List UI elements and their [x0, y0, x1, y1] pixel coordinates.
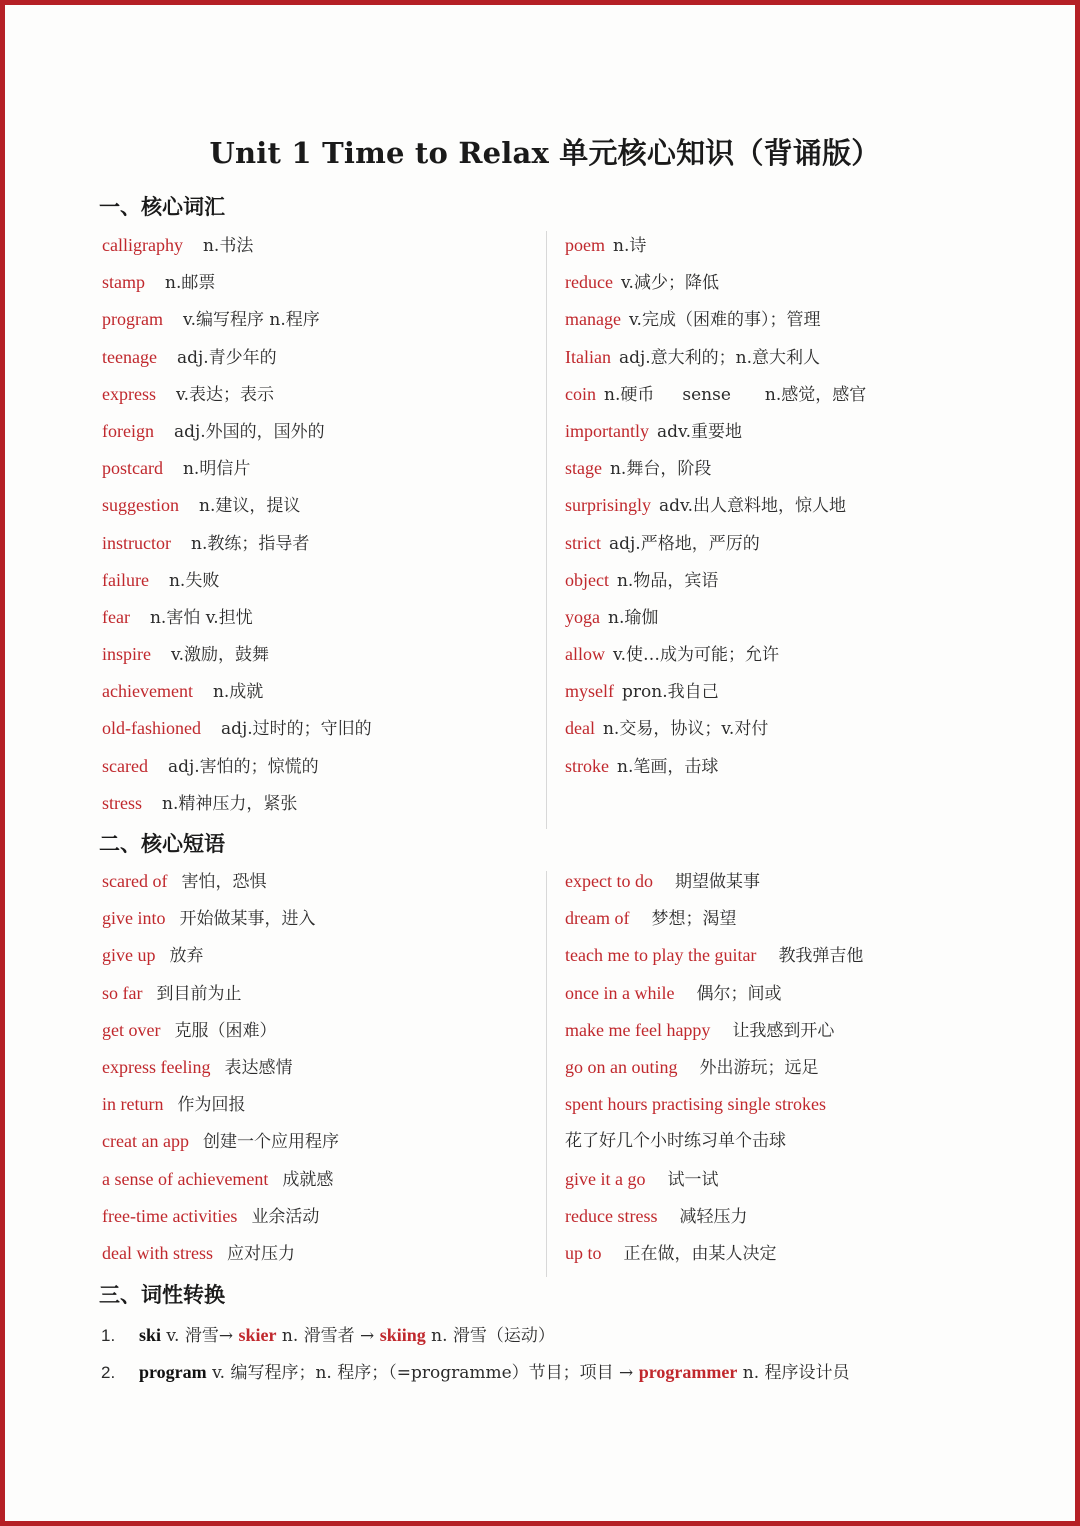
list-item	[102, 1086, 532, 1123]
list-item	[565, 900, 1025, 937]
english-term: object	[565, 569, 609, 590]
english-term: deal	[565, 718, 595, 739]
chinese-meaning: n.笔画，击球	[617, 756, 719, 777]
english-term: free-time activities	[102, 1205, 238, 1226]
chinese-meaning: 放弃	[169, 946, 204, 967]
list-item	[565, 1198, 1025, 1235]
vocab-right-column	[565, 227, 1025, 785]
english-term: get over	[102, 1019, 161, 1040]
list-item	[565, 562, 1025, 599]
chinese-meaning: v.表达；表示	[175, 384, 274, 405]
chinese-meaning: adj.意大利的；n.意大利人	[618, 347, 821, 368]
base-meaning: v. 编写程序；n. 程序；（=programme）节目；项目 →	[206, 1363, 639, 1383]
english-term: give it a go	[565, 1168, 646, 1189]
chinese-meaning: adj.害怕的；惊慌的	[167, 756, 319, 777]
chinese-meaning: 成就感	[282, 1169, 334, 1190]
list-item	[102, 376, 532, 413]
english-term: scared of	[102, 871, 168, 891]
chinese-meaning: v.完成（困难的事）；管理	[628, 310, 821, 331]
english-term: give up	[102, 945, 156, 966]
list-item	[565, 227, 1025, 264]
page-title: Unit 1 Time to Relax 单元核心知识（背诵版）	[209, 136, 881, 170]
chinese-meaning: n.舞台，阶段	[609, 459, 712, 480]
list-item	[565, 1086, 1025, 1123]
list-item	[565, 748, 1025, 785]
phrases-left-column	[102, 863, 532, 1272]
chinese-meaning: adj.外国的，国外的	[173, 421, 325, 442]
english-term: coin	[565, 383, 596, 404]
chinese-meaning: n.硬币	[604, 384, 655, 405]
column-divider	[546, 231, 547, 829]
english-term: failure	[102, 569, 149, 590]
chinese-meaning: 试一试	[667, 1169, 719, 1190]
english-term: give into	[102, 908, 166, 929]
chinese-meaning: v.激励，鼓舞	[171, 645, 269, 666]
chinese-meaning: n.失败	[168, 570, 220, 591]
english-term: suggestion	[102, 495, 180, 516]
derived-word: skier	[238, 1325, 277, 1345]
chinese-meaning: 期望做某事	[674, 872, 760, 892]
english-term: Italian	[565, 346, 611, 367]
row-number: 2.	[101, 1363, 116, 1382]
chinese-meaning: pron.我自己	[622, 682, 719, 703]
chinese-meaning: 让我感到开心	[732, 1020, 835, 1041]
chinese-meaning: v.编写程序 n.程序	[182, 310, 320, 331]
list-item	[565, 339, 1025, 376]
english-term: so far	[102, 982, 143, 1003]
list-item	[102, 1049, 532, 1086]
chinese-meaning: 偶尔；间或	[696, 983, 782, 1004]
list-item	[565, 1235, 1025, 1272]
chinese-meaning: 开始做某事，进入	[179, 909, 316, 930]
chinese-meaning: n.成就	[212, 682, 264, 703]
list-item	[102, 413, 532, 450]
extra-term: sense	[682, 384, 731, 405]
row-number: 1.	[101, 1326, 116, 1345]
list-item	[102, 785, 532, 822]
english-term: teenage	[102, 346, 157, 367]
list-item	[565, 413, 1025, 450]
section-heading-phrases: 二、核心短语	[99, 831, 225, 856]
english-term: postcard	[102, 458, 163, 479]
list-item	[102, 450, 532, 487]
english-term: strict	[565, 532, 601, 553]
english-term: foreign	[102, 420, 154, 441]
chinese-meaning: 正在做，由某人决定	[623, 1243, 777, 1264]
english-term: manage	[565, 309, 621, 330]
section-heading-conversion: 三、词性转换	[99, 1282, 225, 1307]
chinese-meaning: 外出游玩；远足	[699, 1057, 819, 1078]
chinese-meaning: 梦想；渴望	[651, 909, 737, 930]
chinese-meaning: 害怕，恐惧	[181, 872, 267, 892]
base-word: ski	[139, 1325, 162, 1345]
list-item	[565, 450, 1025, 487]
english-term: make me feel happy	[565, 1019, 711, 1040]
list-item	[102, 1235, 532, 1272]
derived-word: skiing	[379, 1325, 426, 1345]
english-term: achievement	[102, 681, 193, 702]
english-term: stress	[102, 792, 142, 813]
list-item	[565, 975, 1025, 1012]
list-item	[102, 1123, 532, 1160]
chinese-meaning: 作为回报	[177, 1095, 246, 1116]
english-term: importantly	[565, 420, 649, 441]
list-item	[565, 264, 1025, 301]
list-item	[565, 863, 1025, 900]
chinese-meaning: n.书法	[202, 236, 254, 256]
list-item	[102, 636, 532, 673]
chinese-meaning: 花了好几个小时练习单个击球	[565, 1131, 786, 1152]
list-item	[102, 1012, 532, 1049]
chinese-meaning: n.害怕 v.担忧	[149, 607, 253, 628]
chinese-meaning: 应对压力	[226, 1243, 295, 1264]
chinese-meaning: n.交易，协议；v.对付	[602, 719, 769, 740]
list-item	[102, 599, 532, 636]
list-item	[102, 673, 532, 710]
list-item	[565, 673, 1025, 710]
chinese-meaning: 到目前为止	[156, 983, 242, 1004]
chinese-meaning: v.使…成为可能；允许	[613, 645, 779, 666]
english-term: inspire	[102, 644, 151, 665]
chinese-meaning: n.瑜伽	[608, 607, 659, 628]
chinese-meaning: n.建议，提议	[199, 496, 301, 517]
english-term: poem	[565, 235, 605, 255]
chinese-meaning: adv.重要地	[657, 421, 743, 442]
english-term: go on an outing	[565, 1056, 678, 1077]
derived-word: programmer	[638, 1362, 738, 1382]
chinese-meaning: n.物品，宾语	[616, 570, 719, 591]
english-term: up to	[565, 1242, 602, 1263]
list-item	[565, 1123, 1025, 1160]
english-term: a sense of achievement	[102, 1168, 269, 1189]
english-term: in return	[102, 1094, 164, 1115]
english-term: yoga	[565, 606, 600, 627]
list-item	[102, 487, 532, 524]
list-item	[102, 301, 532, 338]
english-term: stroke	[565, 755, 609, 776]
chinese-meaning: n.明信片	[182, 459, 251, 480]
chinese-meaning: 教我弹吉他	[778, 946, 864, 967]
list-item	[565, 301, 1025, 338]
english-term: once in a while	[565, 982, 675, 1003]
list-item	[102, 863, 532, 900]
list-item	[102, 264, 532, 301]
english-term: fear	[102, 606, 130, 627]
section-heading-vocab: 一、核心词汇	[99, 194, 225, 219]
chinese-meaning: 业余活动	[251, 1206, 320, 1227]
english-term: teach me to play the guitar	[565, 945, 757, 966]
english-term: program	[102, 309, 163, 330]
list-item	[102, 1161, 532, 1198]
list-item	[102, 937, 532, 974]
list-item	[102, 710, 532, 747]
chinese-meaning: 创建一个应用程序	[202, 1132, 339, 1153]
english-term: calligraphy	[102, 235, 183, 255]
list-item	[565, 376, 1025, 413]
english-term: deal with stress	[102, 1242, 213, 1263]
derived-meaning: n. 程序设计员	[737, 1363, 850, 1383]
english-term: surprisingly	[565, 495, 652, 516]
english-term: myself	[565, 681, 614, 702]
chinese-meaning: n.诗	[613, 236, 647, 256]
list-item	[102, 1198, 532, 1235]
base-meaning: v. 滑雪→	[161, 1326, 239, 1346]
phrases-right-column	[565, 863, 1025, 1272]
list-item	[565, 1049, 1025, 1086]
column-divider	[546, 871, 547, 1277]
list-item	[102, 525, 532, 562]
conversion-row	[101, 1358, 850, 1383]
list-item	[102, 227, 532, 264]
chinese-meaning: 减轻压力	[679, 1206, 748, 1227]
list-item	[565, 1012, 1025, 1049]
english-term: reduce stress	[565, 1205, 658, 1226]
english-term: dream of	[565, 908, 630, 929]
list-item	[102, 900, 532, 937]
list-item	[565, 710, 1025, 747]
derived-meaning: n. 滑雪（运动）	[425, 1326, 555, 1346]
derived-meaning: n. 滑雪者 →	[276, 1326, 380, 1346]
chinese-meaning: adj.严格地，严厉的	[609, 533, 760, 554]
english-term: express	[102, 383, 156, 404]
list-item	[565, 937, 1025, 974]
english-term: reduce	[565, 272, 613, 293]
english-term: stage	[565, 458, 602, 479]
chinese-meaning: adj.过时的；守旧的	[220, 719, 372, 740]
list-item	[102, 748, 532, 785]
chinese-meaning: adv.出人意料地，惊人地	[659, 496, 847, 517]
english-term: creat an app	[102, 1131, 189, 1152]
english-term: expect to do	[565, 871, 653, 891]
english-term: scared	[102, 755, 148, 776]
list-item	[565, 525, 1025, 562]
chinese-meaning: 克服（困难）	[174, 1020, 277, 1041]
list-item	[565, 636, 1025, 673]
conversion-row	[101, 1321, 555, 1346]
list-item	[565, 1161, 1025, 1198]
vocab-left-column	[102, 227, 532, 822]
chinese-meaning: adj.青少年的	[176, 347, 277, 368]
chinese-meaning: n.教练；指导者	[191, 533, 310, 554]
english-term: old-fashioned	[102, 718, 201, 739]
english-term: spent hours practising single strokes	[565, 1094, 826, 1115]
base-word: program	[139, 1362, 207, 1382]
english-term: allow	[565, 644, 605, 665]
list-item	[102, 975, 532, 1012]
list-item	[565, 599, 1025, 636]
list-item	[102, 562, 532, 599]
list-item	[102, 339, 532, 376]
list-item	[565, 487, 1025, 524]
chinese-meaning: v.减少；降低	[620, 273, 719, 294]
english-term: stamp	[102, 272, 145, 293]
chinese-meaning: 表达感情	[224, 1057, 293, 1078]
extra-meaning: n.感觉，感官	[764, 384, 867, 405]
english-term: instructor	[102, 532, 171, 553]
chinese-meaning: n.精神压力，紧张	[162, 793, 298, 814]
chinese-meaning: n.邮票	[165, 273, 216, 294]
english-term: express feeling	[102, 1056, 211, 1077]
